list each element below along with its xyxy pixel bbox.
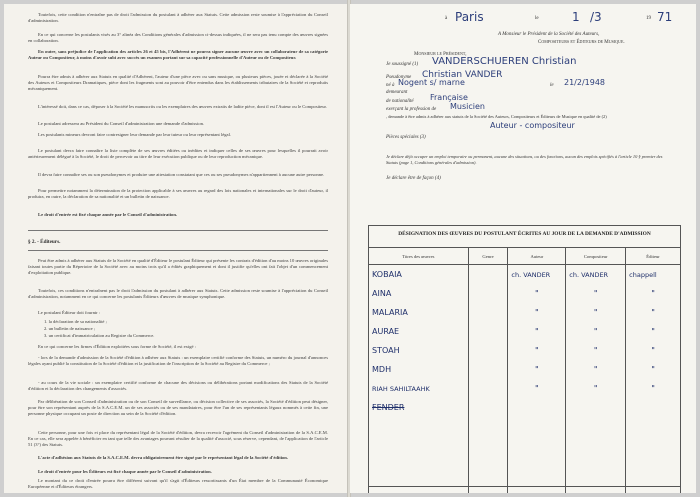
- paragraph: Il devra faire connaître ses ou son pseudonymes et produire une attestation constatant que ces ou ses pseudonymes n'appartiennent à aucune autre personne.: [38, 172, 325, 177]
- soussigne-value: VANDERSCHUEREN Christian: [432, 56, 577, 67]
- work-editeur: [626, 474, 681, 493]
- work-genre: [468, 303, 508, 322]
- divider: [28, 230, 328, 231]
- work-auteur: [508, 436, 566, 455]
- year-handwritten: 71: [657, 10, 673, 24]
- work-compositeur: [566, 398, 626, 417]
- work-editeur: ": [626, 379, 681, 398]
- list-item: 3. un certificat d'immatriculation au Registre du Commerce.: [44, 333, 155, 338]
- table-row: [369, 417, 681, 436]
- paragraph: Le postulant devra faire connaître la liste complète de ses œuvres éditées ou inédites et indiquer celles de ses œuvres pour lesquelles il pourrait avoir antérieurement délégué à la Société, le droit de percevoir au titre de leur exécution publique ou de leur reproduction mécanique.: [28, 148, 328, 160]
- paragraph: Par délibération de son Conseil d'administration ou de son Conseil de surveillance, ou décision collective de ses associés, la Société d'édition peut désigner, pour être son représentant auprès de la S.A.C.E.M. un de ses associés ou de ses mandataires, pour être l'un de ses représentants légaux nommés à cette fin, une personne physique occupant un poste de direction au sein de la Société d'édition.: [28, 399, 328, 417]
- work-editeur: ": [626, 284, 681, 303]
- section-heading: § 2. - Éditeurs.: [28, 239, 61, 245]
- column-header: Éditeur: [626, 248, 681, 265]
- work-editeur: [626, 417, 681, 436]
- le-label: le: [550, 83, 554, 88]
- paragraph: Pourra être admis à adhérer aux Statuts en qualité d'Adhérent, l'auteur d'une pièce avec ou sans musique, ou plusieurs pièces, jouée et déclarée à la Société des Auteurs et Compositeurs Dramatiques, pièce dont les fragments sont au pouvoir d'être entendus dans les établissements tributaires de la Société et reproduits mécaniquement.: [28, 74, 328, 92]
- paragraph: En ce qui concerne les postulants visés au 3° alinéa des Conditions générales d'admission ci-dessus indiquées, il ne sera pas tenu compte des œuvres signées en collaboration.: [28, 32, 328, 44]
- work-editeur: ": [626, 341, 681, 360]
- work-editeur: ": [626, 303, 681, 322]
- work-auteur: [508, 455, 566, 474]
- soussigne-label: Je soussigné (1): [386, 62, 419, 67]
- work-auteur: ": [508, 322, 566, 341]
- table-row: [369, 436, 681, 455]
- left-page: [4, 4, 348, 493]
- paragraph: L'acte d'adhésion aux Statuts de la S.A.C.E.M. devra obligatoirement être signé par le représentant légal de la Société d'édition.: [38, 455, 289, 460]
- table-row: [369, 341, 681, 360]
- paragraph: Le postulant adressera au Président du Conseil d'administration une demande d'admission.: [38, 121, 205, 126]
- place-prefix: à: [445, 16, 448, 21]
- paragraph: Cette personne, pour une fois et place du représentant légal de la Société d'édition, devra recevoir l'agrément du Conseil d'administration de la S.A.C.E.M. En ce cas, elle sera appelée à bénéficier en tant que telle des avantages pouvant résulter de la qualité d'associé, sous réserve, cependant, de l'application de l'article 51 (3°) des Statuts.: [28, 430, 328, 448]
- profession-value: Musicien: [450, 102, 485, 111]
- work-compositeur: ": [566, 341, 626, 360]
- works-table-title: DÉSIGNATION DES ŒUVRES DU POSTULANT ÉCRITES AU JOUR DE LA DEMANDE D'ADMISSION: [398, 231, 651, 237]
- column-header: Auteur: [508, 248, 566, 265]
- table-row: [369, 474, 681, 493]
- work-genre: [468, 284, 508, 303]
- ne-label: né à: [386, 83, 395, 88]
- work-title: [369, 417, 469, 436]
- place-handwritten: Paris: [455, 10, 484, 24]
- paragraph: L'intéressé doit, dans ce cas, déposer à la Société les manuscrits ou les exemplaires des œuvres extraits de ladite pièce, dont il est l'Auteur ou le Compositeur.: [38, 104, 327, 109]
- table-header-row: [369, 248, 681, 265]
- qualite-value: Auteur - compositeur: [490, 121, 575, 130]
- work-genre: [468, 322, 508, 341]
- domicile-label: demeurant: [386, 90, 408, 95]
- work-title: RIAH SAHILTAAHK: [369, 379, 469, 398]
- date-day: 1: [572, 10, 580, 24]
- work-editeur: ": [626, 322, 681, 341]
- work-title: [369, 436, 469, 455]
- work-genre: [468, 436, 508, 455]
- column-header: Titres des œuvres: [369, 248, 469, 265]
- work-genre: [468, 265, 508, 285]
- work-auteur: ": [508, 284, 566, 303]
- work-auteur: ch. VANDER: [508, 265, 566, 285]
- paragraph: Toutefois, ces conditions n'entraînent pas le droit l'admission du postulant à adhérer aux Statuts. Cette admission reste soumise à l'appréciation du Conseil d'administration, notamment en ce qui concerne les postulants Éditeurs d'œuvres de musique symphonique.: [28, 288, 328, 300]
- ne-value: Nogent s/ marne: [398, 78, 465, 87]
- paragraph: Les postulants mineurs devront faire contresigner leur demande par leur tuteur ou leur représentant légal.: [38, 132, 231, 137]
- table-row: [369, 322, 681, 341]
- table-row: [369, 398, 681, 417]
- demande-text: , demande à être admis à adhérer aux statuts de la Société des Auteurs, Compositeurs et Éditeurs de Musique en qualité de (2): [386, 114, 607, 119]
- work-title: MDH: [369, 360, 469, 379]
- work-compositeur: [566, 436, 626, 455]
- table-row: [369, 303, 681, 322]
- column-header: Genre: [468, 248, 508, 265]
- date-le: le: [535, 16, 539, 21]
- declaration-2: Je déclare être de façon (4): [386, 176, 441, 181]
- work-compositeur: ": [566, 379, 626, 398]
- declaration-1: Je déclare déjà occuper un emploi temporaire ou permanent, aucune des situations, ou des fonctions, aucun des emplois spécifiés à l'article 10 § premier des Statuts (page 1, Conditions générales d'admission).: [386, 154, 663, 165]
- work-compositeur: ch. VANDER: [566, 265, 626, 285]
- paragraph: - au cours de la vie sociale : un exemplaire certifié conforme de chacune des décisions ou délibérations portant modifications des Statuts de la Société d'édition et la déclaration des changements d'associés.: [28, 380, 328, 392]
- paragraph: Pour permettre notamment la détermination de la protection applicable à ses œuvres au regard des lois nationales et internationales sur le droit d'auteur, il produira, en outre, la déclaration de sa nationalité et un bulletin de naissance.: [28, 188, 328, 200]
- work-editeur: ": [626, 360, 681, 379]
- work-auteur: [508, 417, 566, 436]
- nationalite-value: Française: [430, 93, 468, 102]
- work-auteur: [508, 474, 566, 493]
- table-row: [369, 284, 681, 303]
- works-table: [368, 247, 681, 493]
- list-item: 2. un bulletin de naissance ;: [44, 326, 96, 331]
- work-title: KOBAIA: [369, 265, 469, 285]
- work-genre: [468, 417, 508, 436]
- paragraph: Toutefois, cette condition n'entraîne pas de droit l'admission du postulant à adhérer aux Statuts. Cette admission reste soumise à l'appréciation du Conseil d'administration.: [28, 12, 328, 24]
- work-title: [369, 474, 469, 493]
- work-title-struck: FENDER: [369, 398, 469, 417]
- work-editeur: [626, 455, 681, 474]
- column-header: Compositeur: [566, 248, 626, 265]
- date-month: /3: [590, 10, 602, 24]
- work-title: STOAH: [369, 341, 469, 360]
- table-row: [369, 360, 681, 379]
- work-compositeur: ": [566, 322, 626, 341]
- salutation: Monsieur le Président,: [414, 52, 467, 57]
- work-genre: [468, 379, 508, 398]
- pseudonyme-value: Christian VANDER: [422, 70, 503, 80]
- work-compositeur: [566, 455, 626, 474]
- paragraph: - lors de la demande d'admission de la Société d'édition à adhérer aux Statuts : un exemplaire certifié conforme des Statuts, un numéro du journal d'annonces légales ayant publié la constitution de la Société d'édition et la justification de l'inscription de la Société au Registre du Commerce ;: [28, 355, 328, 367]
- paragraph: Le droit d'entrée pour les Éditeurs est fixé chaque année par le Conseil d'administration.: [38, 469, 212, 474]
- divider: [28, 250, 328, 251]
- work-compositeur: ": [566, 360, 626, 379]
- work-genre: [468, 455, 508, 474]
- work-compositeur: [566, 474, 626, 493]
- work-title: AINA: [369, 284, 469, 303]
- work-title: [369, 455, 469, 474]
- paragraph: Le postulant Éditeur doit fournir :: [38, 310, 101, 315]
- work-compositeur: [566, 417, 626, 436]
- table-row: [369, 455, 681, 474]
- work-title: AURAE: [369, 322, 469, 341]
- table-row: [369, 265, 681, 285]
- paragraph: En outre, sans préjudice de l'application des articles 26 et 45 bis, l'Adhérent ne pourra signer aucune œuvre avec un collaborateur de sa catégorie Auteur ou Compositeur, à moins d'avoir subi avec succès un examen portant sur sa capacité professionnelle d'Auteur ou de Compositeur.: [28, 49, 328, 61]
- work-auteur: ": [508, 303, 566, 322]
- work-editeur: [626, 436, 681, 455]
- right-page: [350, 4, 696, 493]
- work-auteur: ": [508, 360, 566, 379]
- work-auteur: [508, 398, 566, 417]
- paragraph: Peut être admis à adhérer aux Statuts de la Société en qualité d'Éditeur le postulant Éditeur qui présente les contrats d'édition d'au moins 10 œuvres originales faisant toutes partie du Répertoire de la Société avec au moins trois qu'il a édités graphiquement et dont il justifie qu'elles ont fait l'objet d'un commencement d'exploitation publique.: [28, 258, 328, 276]
- paragraph: Le droit d'entrée est fixé chaque année par le Conseil d'administration.: [38, 212, 178, 217]
- address-line: A Monsieur le Président de la Société des Auteurs,: [498, 32, 600, 37]
- list-item: 1. la déclaration de sa nationalité ;: [44, 319, 107, 324]
- address-line: Compositeurs et Éditeurs de Musique.: [538, 40, 625, 45]
- profession-label: exerçant la profession de: [386, 107, 437, 112]
- work-genre: [468, 398, 508, 417]
- paragraph: En ce qui concerne les firmes d'Édition exploitées sous forme de Société, il est exigé :: [38, 344, 196, 349]
- work-compositeur: ": [566, 284, 626, 303]
- work-genre: [468, 474, 508, 493]
- work-auteur: ": [508, 379, 566, 398]
- work-compositeur: ": [566, 303, 626, 322]
- work-auteur: ": [508, 341, 566, 360]
- pieces-label: Pièces spéciales (3): [386, 135, 426, 140]
- work-title: MALARIA: [369, 303, 469, 322]
- work-genre: [468, 341, 508, 360]
- year-prefix: 19: [646, 16, 651, 21]
- work-genre: [468, 360, 508, 379]
- paragraph: Le montant du ce droit d'entrée pourra être différent suivant qu'il s'agit d'Éditeurs ressortissants d'un État membre de la Communauté Économique Européenne et d'Éditeurs étrangers.: [28, 478, 328, 490]
- birth-value: 21/2/1948: [564, 78, 606, 87]
- work-editeur: [626, 398, 681, 417]
- nationalite-label: de nationalité: [386, 99, 414, 104]
- pseudonyme-label: Pseudonyme: [386, 75, 412, 80]
- work-editeur: chappell: [626, 265, 681, 285]
- table-row: [369, 379, 681, 398]
